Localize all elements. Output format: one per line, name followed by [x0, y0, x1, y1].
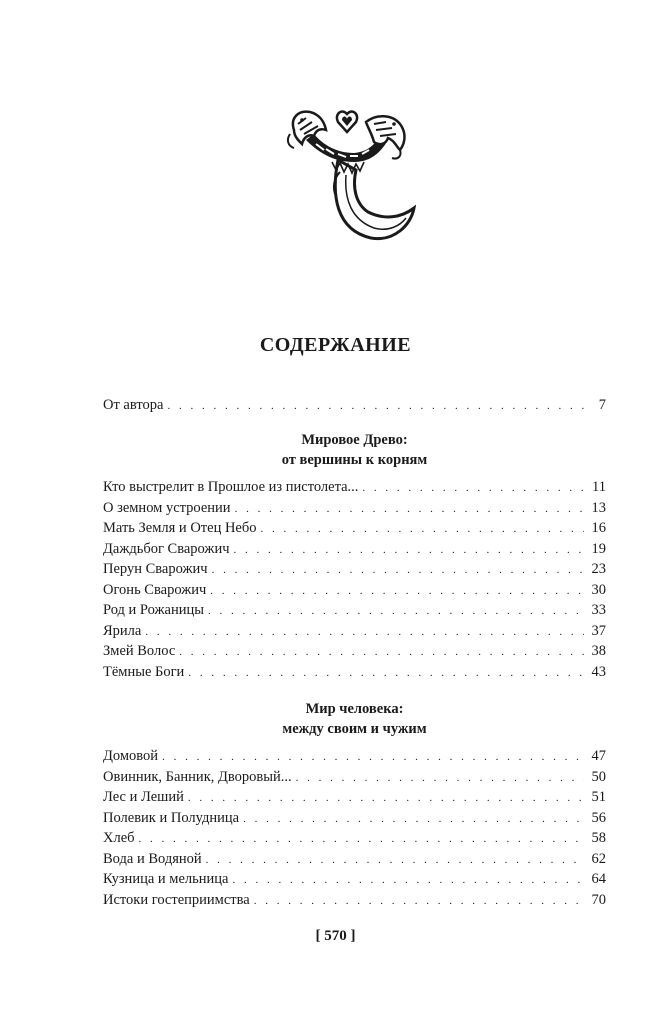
leader-dots: [362, 479, 584, 497]
toc-entry[interactable]: [103, 870, 606, 888]
toc-entry-label: Кто выстрелит в Прошлое из пистолета...: [103, 479, 359, 495]
toc-entry-label: Змей Волос: [103, 643, 176, 659]
toc-entry-label: Кузница и мельница: [103, 871, 229, 887]
leader-dots: [188, 789, 584, 807]
toc-entry[interactable]: [103, 499, 606, 517]
section-heading: [103, 699, 606, 739]
toc-entry[interactable]: [103, 622, 606, 640]
toc-entry[interactable]: [103, 788, 606, 806]
toc-entry-page: 47: [591, 748, 606, 764]
leader-dots: [162, 748, 584, 766]
toc-entry-label: Даждьбог Сварожич: [103, 541, 230, 557]
toc-entry-page: 38: [591, 643, 606, 659]
toc-entry[interactable]: [103, 747, 606, 765]
leader-dots: [296, 769, 584, 787]
toc-entry[interactable]: [103, 829, 606, 847]
toc-entry[interactable]: [103, 891, 606, 909]
toc-entry[interactable]: [103, 809, 606, 827]
toc-entry-label: Вода и Водяной: [103, 851, 202, 867]
toc-entry[interactable]: [103, 663, 606, 681]
page-title: СОДЕРЖАНИЕ: [259, 334, 412, 356]
leader-dots: [208, 602, 584, 620]
section-heading-line: между своим и чужим: [282, 721, 427, 737]
leader-dots: [254, 892, 584, 910]
toc-entry-page: 51: [591, 789, 606, 805]
leader-dots: [145, 623, 584, 641]
page-number: [ 570 ]: [315, 928, 356, 944]
leader-dots: [179, 643, 584, 661]
toc-entry-page: 23: [591, 561, 606, 577]
leader-dots: [206, 851, 584, 869]
toc-entry[interactable]: [103, 601, 606, 619]
leader-dots: [139, 830, 584, 848]
toc-entry-page: 50: [591, 769, 606, 785]
toc-entry-page: 11: [592, 479, 606, 495]
section-heading-line: Мировое Древо:: [301, 432, 408, 448]
toc-entry-page: 13: [591, 500, 606, 516]
toc-entry-page: 16: [591, 520, 606, 536]
toc-entry[interactable]: [103, 540, 606, 558]
toc-entry-page: 33: [591, 602, 606, 618]
leader-dots: [232, 871, 584, 889]
toc-entry-label: Хлеб: [103, 830, 135, 846]
toc-entry-page: 37: [591, 623, 606, 639]
toc-entry-label: О земном устроении: [103, 500, 231, 516]
toc-entry-intro[interactable]: [103, 396, 606, 414]
toc-entry-label: Домовой: [103, 748, 159, 764]
horse-ladle-ornament-icon: [276, 100, 416, 250]
toc-entry[interactable]: [103, 642, 606, 660]
leader-dots: [243, 810, 584, 828]
toc-entry-label: Ярила: [103, 623, 142, 639]
toc-entry[interactable]: [103, 560, 606, 578]
toc-entry-page: 62: [591, 851, 606, 867]
section-heading: [103, 430, 606, 470]
toc-entry-label: От автора: [103, 397, 164, 413]
leader-dots: [235, 500, 584, 518]
toc-entry-page: 7: [598, 397, 606, 413]
toc-entry[interactable]: [103, 768, 606, 786]
toc-entry-page: 19: [591, 541, 606, 557]
toc-entry-label: Лес и Леший: [103, 789, 184, 805]
toc-entry-page: 30: [591, 582, 606, 598]
toc-entry-label: Перун Сварожич: [103, 561, 208, 577]
toc-entry-label: Истоки гостеприимства: [103, 892, 250, 908]
toc-entry[interactable]: [103, 850, 606, 868]
toc-entry[interactable]: [103, 478, 606, 496]
toc-entry-label: Тёмные Боги: [103, 664, 185, 680]
leader-dots: [234, 541, 584, 559]
leader-dots: [260, 520, 584, 538]
toc-entry[interactable]: [103, 519, 606, 537]
section-heading-line: от вершины к корням: [281, 452, 428, 468]
toc-entry-label: Огонь Сварожич: [103, 582, 207, 598]
toc-entry-page: 64: [591, 871, 606, 887]
toc-entry[interactable]: [103, 581, 606, 599]
leader-dots: [212, 561, 584, 579]
toc-entry-label: Мать Земля и Отец Небо: [103, 520, 257, 536]
leader-dots: [167, 397, 584, 415]
toc-entry-page: 58: [591, 830, 606, 846]
leader-dots: [210, 582, 584, 600]
toc-entry-page: 43: [591, 664, 606, 680]
leader-dots: [188, 664, 584, 682]
toc-entry-page: 56: [591, 810, 606, 826]
toc-entry-page: 70: [591, 892, 606, 908]
toc-entry-label: Род и Рожаницы: [103, 602, 204, 618]
toc-entry-label: Овинник, Банник, Дворовый...: [103, 769, 292, 785]
section-heading-line: Мир человека:: [305, 701, 404, 717]
toc-entry-label: Полевик и Полудница: [103, 810, 240, 826]
